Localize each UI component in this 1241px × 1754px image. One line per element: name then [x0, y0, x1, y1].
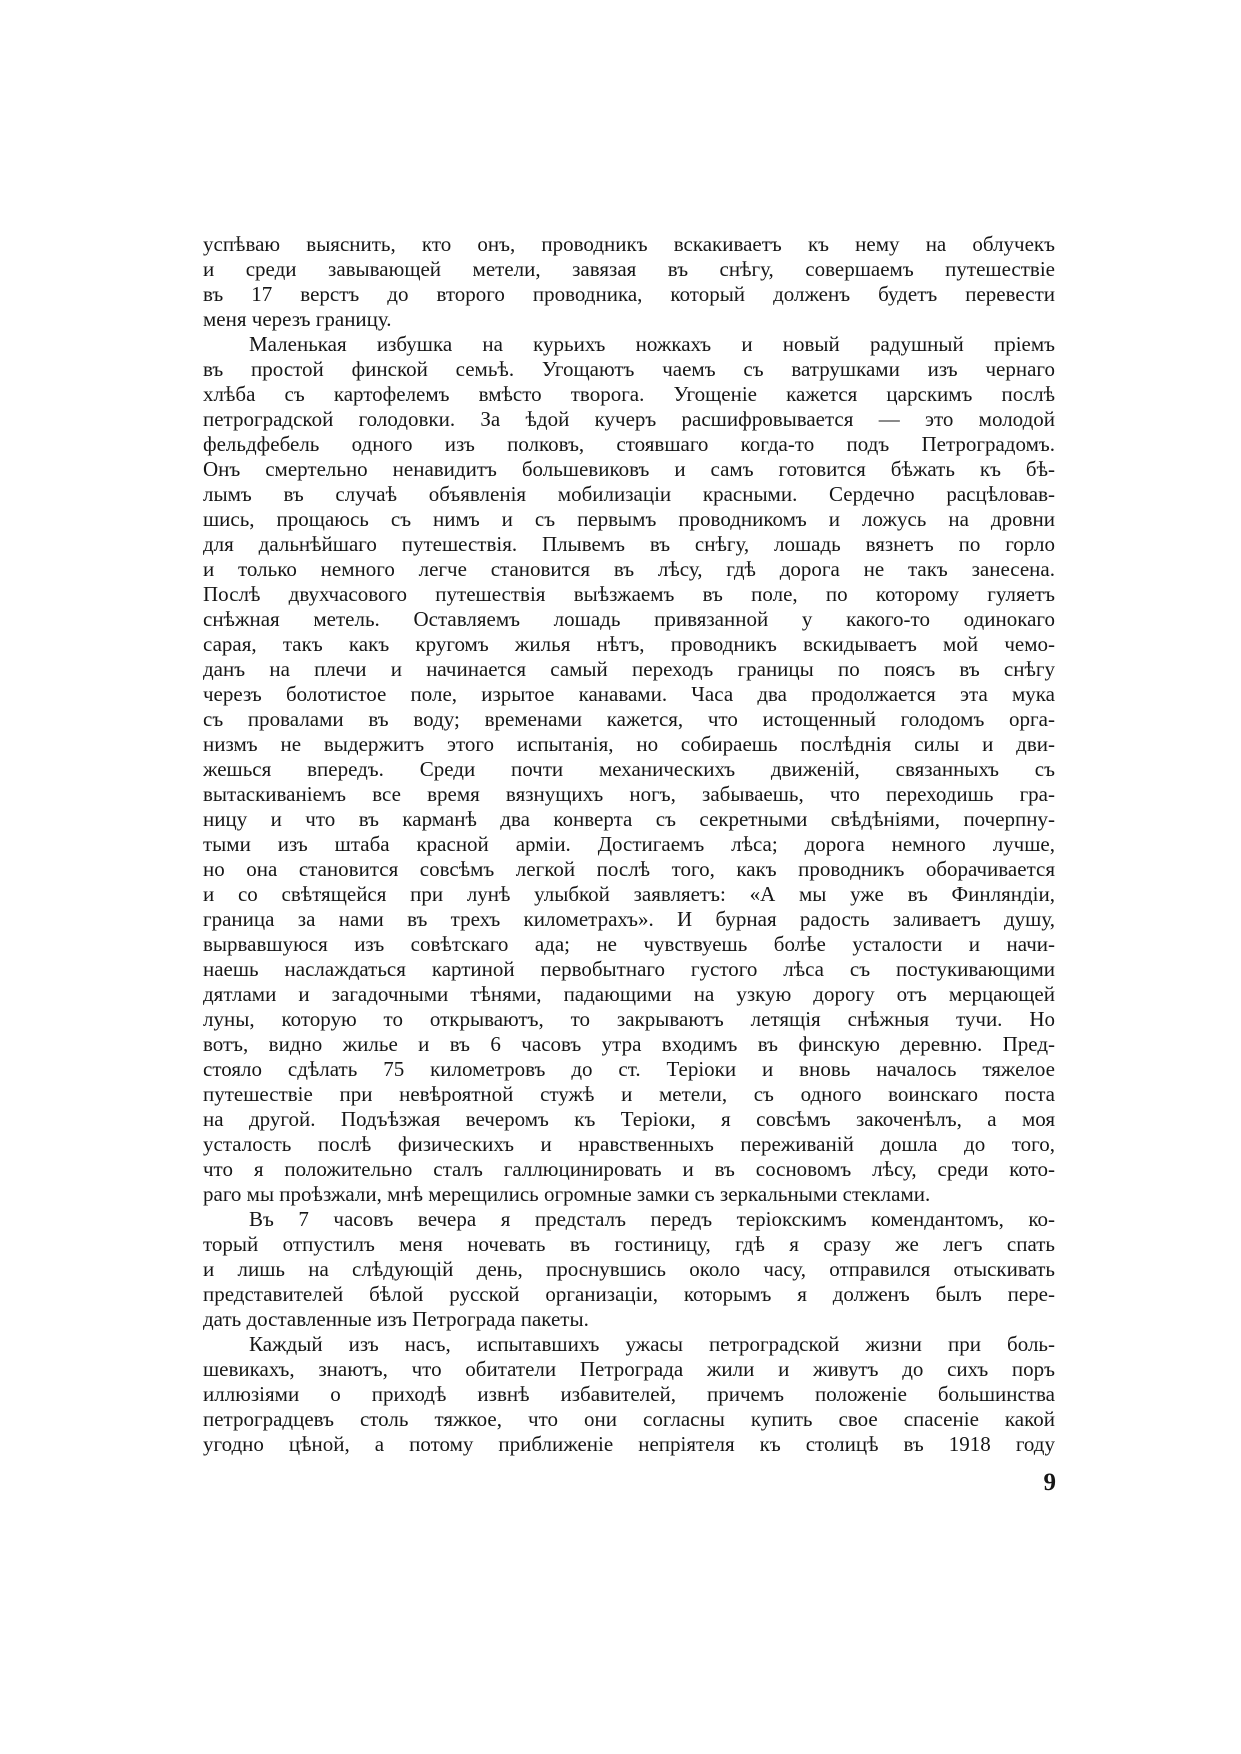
text-line: съ провалами въ воду; временами кажется, что истощенный голодомъ орга-	[203, 707, 1055, 731]
text-line: для дальнѣйшаго путешествія. Плывемъ въ снѣгу, лошадь вязнетъ по горло	[203, 532, 1055, 556]
paragraph	[203, 232, 1055, 332]
text-line: представителей бѣлой русской организаціи, которымъ я долженъ былъ пере-	[203, 1282, 1055, 1306]
text-line: иллюзіями о приходѣ извнѣ избавителей, причемъ положеніе большинства	[203, 1382, 1055, 1406]
text-line: фельдфебель одного изъ полковъ, стоявшаго когда-то подъ Петроградомъ.	[203, 432, 1055, 456]
text-line: меня черезъ границу.	[203, 307, 392, 331]
text-line: вытаскиваніемъ все время вязнущихъ ногъ, забываешь, что переходишь гра-	[203, 782, 1055, 806]
text-line: въ простой финской семьѣ. Угощаютъ чаемъ съ ватрушками изъ чернаго	[203, 357, 1055, 381]
text-line: дать доставленные изъ Петрограда пакеты.	[203, 1307, 589, 1331]
text-line: жешься впередъ. Среди почти механическихъ движеній, связанныхъ съ	[203, 757, 1055, 781]
text-line: стояло сдѣлать 75 километровъ до ст. Теріоки и вновь началось тяжелое	[203, 1057, 1055, 1081]
text-line: но она становится совсѣмъ легкой послѣ того, какъ проводникъ оборачивается	[203, 857, 1055, 881]
text-line: Въ 7 часовъ вечера я предсталъ передъ теріокскимъ комендантомъ, ко-	[249, 1207, 1055, 1231]
text-line: тыми изъ штаба красной арміи. Достигаемъ лѣса; дорога немного лучше,	[203, 832, 1055, 856]
text-line: вотъ, видно жилье и въ 6 часовъ утра входимъ въ финскую деревню. Пред-	[203, 1032, 1055, 1056]
text-line: и со свѣтящейся при лунѣ улыбкой заявляетъ: «А мы уже въ Финляндіи,	[203, 882, 1055, 906]
text-line: на другой. Подъѣзжая вечеромъ къ Теріоки, я совсѣмъ закоченѣлъ, а моя	[203, 1107, 1055, 1131]
text-line: шевикахъ, знаютъ, что обитатели Петрограда жили и живутъ до сихъ поръ	[203, 1357, 1055, 1381]
text-line: что я положительно сталъ галлюцинировать и въ сосновомъ лѣсу, среди кото-	[203, 1157, 1055, 1181]
text-line: и только немного легче становится въ лѣсу, гдѣ дорога не такъ занесена.	[203, 557, 1055, 581]
text-line: дятлами и загадочными тѣнями, падающими на узкую дорогу отъ мерцающей	[203, 982, 1055, 1006]
text-line: ницу и что въ карманѣ два конверта съ секретными свѣдѣніями, почерпну-	[203, 807, 1055, 831]
text-line: усталость послѣ физическихъ и нравственныхъ переживаній дошла до того,	[203, 1132, 1055, 1156]
text-line: угодно цѣной, а потому приближеніе непріятеля къ столицѣ въ 1918 году	[203, 1432, 1055, 1456]
text-line: лымъ въ случаѣ объявленія мобилизаціи красными. Сердечно расцѣловав-	[203, 482, 1055, 506]
text-line: и лишь на слѣдующій день, проснувшись около часу, отправился отыскивать	[203, 1257, 1055, 1281]
text-line: путешествіе при невѣроятной стужѣ и метели, съ одного воинскаго поста	[203, 1082, 1055, 1106]
text-line: снѣжная метель. Оставляемъ лошадь привязанной у какого-то одинокаго	[203, 607, 1055, 631]
text-line: раго мы проѣзжали, мнѣ мерещились огромные замки съ зеркальными стеклами.	[203, 1182, 931, 1206]
text-line: хлѣба съ картофелемъ вмѣсто творога. Угощеніе кажется царскимъ послѣ	[203, 382, 1055, 406]
text-line: торый отпустилъ меня ночевать въ гостиницу, гдѣ я сразу же легъ спать	[203, 1232, 1055, 1256]
text-line: низмъ не выдержитъ этого испытанія, но собираешь послѣднія силы и дви-	[203, 732, 1055, 756]
text-line: Послѣ двухчасового путешествія выѣзжаемъ въ поле, по которому гуляетъ	[203, 582, 1055, 606]
text-line: граница за нами въ трехъ километрахъ». И бурная радость заливаетъ душу,	[203, 907, 1055, 931]
text-line: вырвавшуюся изъ совѣтскаго ада; не чувствуешь болѣе усталости и начи-	[203, 932, 1055, 956]
text-line: и среди завывающей метели, завязая въ снѣгу, совершаемъ путешествіе	[203, 257, 1055, 281]
paragraph	[203, 1207, 1055, 1332]
body-text	[203, 232, 1055, 1457]
page-number: 9	[1043, 1469, 1056, 1496]
paragraph	[203, 332, 1055, 1207]
text-line: петроградцевъ столь тяжкое, что они согласны купить свое спасеніе какой	[203, 1407, 1055, 1431]
text-line: наешь наслаждаться картиной первобытнаго густого лѣса съ постукивающими	[203, 957, 1055, 981]
text-line: шись, прощаюсь съ нимъ и съ первымъ проводникомъ и ложусь на дровни	[203, 507, 1055, 531]
text-line: Каждый изъ насъ, испытавшихъ ужасы петроградской жизни при боль-	[249, 1332, 1055, 1356]
text-line: въ 17 верстъ до второго проводника, который долженъ будетъ перевести	[203, 282, 1055, 306]
text-line: петроградской голодовки. За ѣдой кучеръ расшифровывается — это молодой	[203, 407, 1055, 431]
text-line: сарая, такъ какъ кругомъ жилья нѣтъ, проводникъ вскидываетъ мой чемо-	[203, 632, 1055, 656]
paragraph	[203, 1332, 1055, 1457]
text-line: Маленькая избушка на курьихъ ножкахъ и новый радушный пріемъ	[249, 332, 1055, 356]
text-line: данъ на плечи и начинается самый переходъ границы по поясъ въ снѣгу	[203, 657, 1055, 681]
text-line: успѣваю выяснить, кто онъ, проводникъ вскакиваетъ къ нему на облучекъ	[203, 232, 1055, 256]
text-line: черезъ болотистое поле, изрытое канавами. Часа два продолжается эта мука	[203, 682, 1055, 706]
text-line: луны, которую то открываютъ, то закрываютъ летящія снѣжныя тучи. Но	[203, 1007, 1055, 1031]
text-line: Онъ смертельно ненавидитъ большевиковъ и самъ готовится бѣжать къ бѣ-	[203, 457, 1055, 481]
